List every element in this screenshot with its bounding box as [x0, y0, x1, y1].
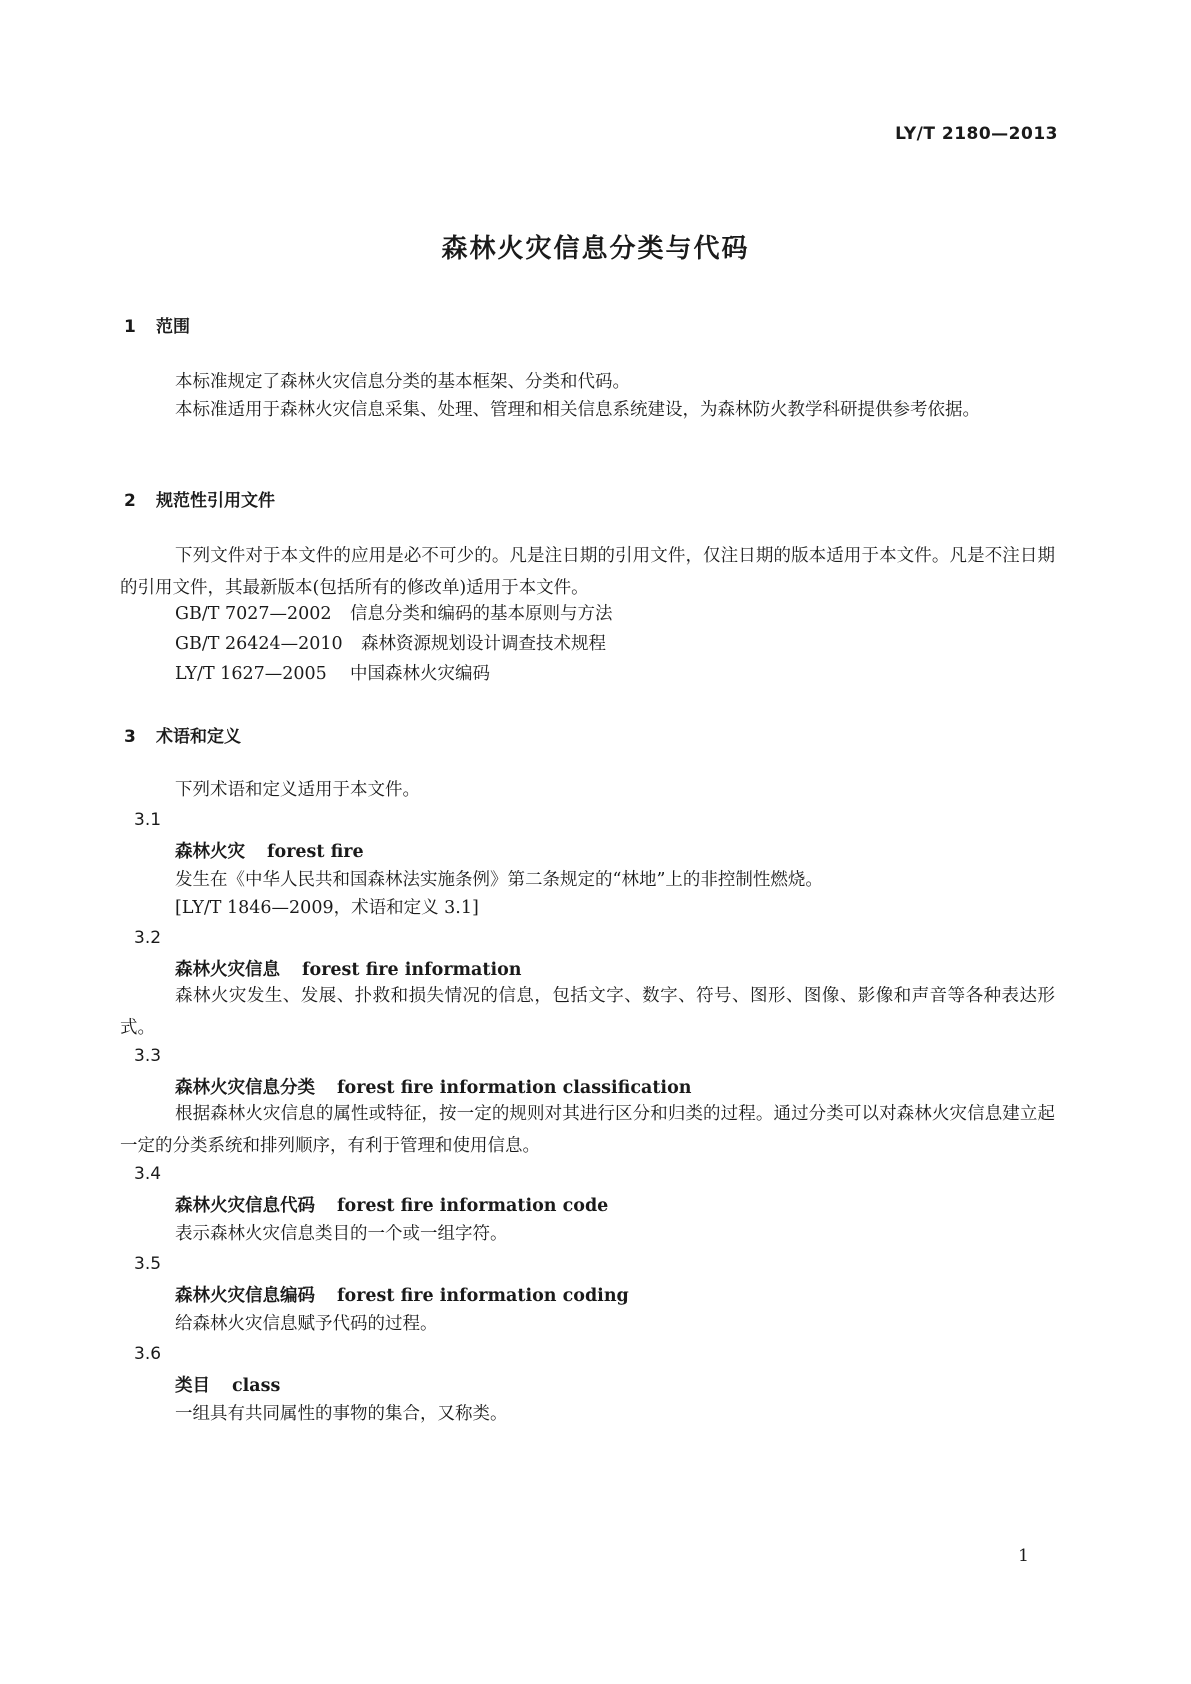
term-definition: 表示森林火灾信息类目的一个或一组字符。: [175, 1224, 508, 1244]
term-definition: 一组具有共同属性的事物的集合，又称类。: [175, 1404, 508, 1424]
term-definition: 森林火灾发生、发展、扑救和损失情况的信息，包括文字、数字、符号、图形、图像、影像和声音等各种表达形式。: [120, 986, 1055, 1038]
section-title: 规范性引用文件: [156, 491, 275, 511]
document-title: 森林火灾信息分类与代码: [441, 234, 750, 264]
page-number: 1: [1018, 1546, 1029, 1566]
term-definition: 给森林火灾信息赋予代码的过程。: [175, 1314, 438, 1334]
paragraph: 下列文件对于本文件的应用是必不可少的。凡是注日期的引用文件，仅注日期的版本适用于本文件。凡是不注日期的引用文件，其最新版本(包括所有的修改单)适用于本文件。: [120, 546, 1055, 598]
reference-item: [175, 630, 606, 658]
term-en: forest fire information classification: [337, 1078, 692, 1098]
section-title: 范围: [156, 317, 190, 337]
paragraph: 本标准规定了森林火灾信息分类的基本框架、分类和代码。: [175, 372, 630, 392]
section-1-heading: [124, 312, 190, 337]
term-source: [LY/T 1846—2009，术语和定义 3.1]: [175, 898, 479, 918]
term-number: 3.6: [134, 1344, 162, 1364]
term-zh: 类目: [175, 1376, 210, 1396]
reference-code: LY/T 1627—2005: [175, 664, 327, 684]
term-heading: [175, 838, 364, 863]
reference-item: [175, 660, 490, 688]
term-heading: [175, 1074, 691, 1099]
term-number: 3.4: [134, 1164, 162, 1184]
term-en: forest fire information: [302, 960, 522, 980]
term-definition: 发生在《中华人民共和国森林法实施条例》第二条规定的“林地”上的非控制性燃烧。: [175, 870, 823, 890]
section-number: 3: [124, 727, 136, 747]
reference-title: 森林资源规划设计调查技术规程: [361, 634, 606, 654]
term-en: forest fire: [267, 842, 364, 862]
term-heading: [175, 1192, 608, 1217]
section-2-heading: [124, 486, 275, 511]
term-number: 3.1: [134, 810, 162, 830]
term-zh: 森林火灾信息编码: [175, 1286, 315, 1306]
paragraph: 下列术语和定义适用于本文件。: [175, 780, 420, 800]
term-heading: [175, 1282, 629, 1307]
reference-title: 信息分类和编码的基本原则与方法: [350, 604, 613, 624]
term-definition: 根据森林火灾信息的属性或特征，按一定的规则对其进行区分和归类的过程。通过分类可以对森林火灾信息建立起一定的分类系统和排列顺序，有利于管理和使用信息。: [120, 1104, 1055, 1156]
term-heading: [175, 956, 522, 981]
term-zh: 森林火灾: [175, 842, 245, 862]
term-number: 3.5: [134, 1254, 162, 1274]
standard-number: LY/T 2180—2013: [895, 124, 1058, 144]
reference-code: GB/T 26424—2010: [175, 634, 343, 654]
paragraph: 本标准适用于森林火灾信息采集、处理、管理和相关信息系统建设，为森林防火教学科研提供参考依据。: [175, 400, 980, 420]
term-number: 3.3: [134, 1046, 162, 1066]
section-number: 2: [124, 491, 136, 511]
reference-title: 中国森林火灾编码: [350, 664, 490, 684]
term-en: class: [232, 1376, 281, 1396]
term-zh: 森林火灾信息分类: [175, 1078, 315, 1098]
section-3-heading: [124, 722, 241, 747]
section-title: 术语和定义: [156, 727, 241, 747]
reference-code: GB/T 7027—2002: [175, 604, 332, 624]
term-en: forest fire information coding: [337, 1286, 629, 1306]
term-number: 3.2: [134, 928, 162, 948]
term-zh: 森林火灾信息代码: [175, 1196, 315, 1216]
term-zh: 森林火灾信息: [175, 960, 280, 980]
section-number: 1: [124, 317, 136, 337]
term-heading: [175, 1372, 280, 1397]
term-en: forest fire information code: [337, 1196, 609, 1216]
reference-item: [175, 600, 613, 628]
